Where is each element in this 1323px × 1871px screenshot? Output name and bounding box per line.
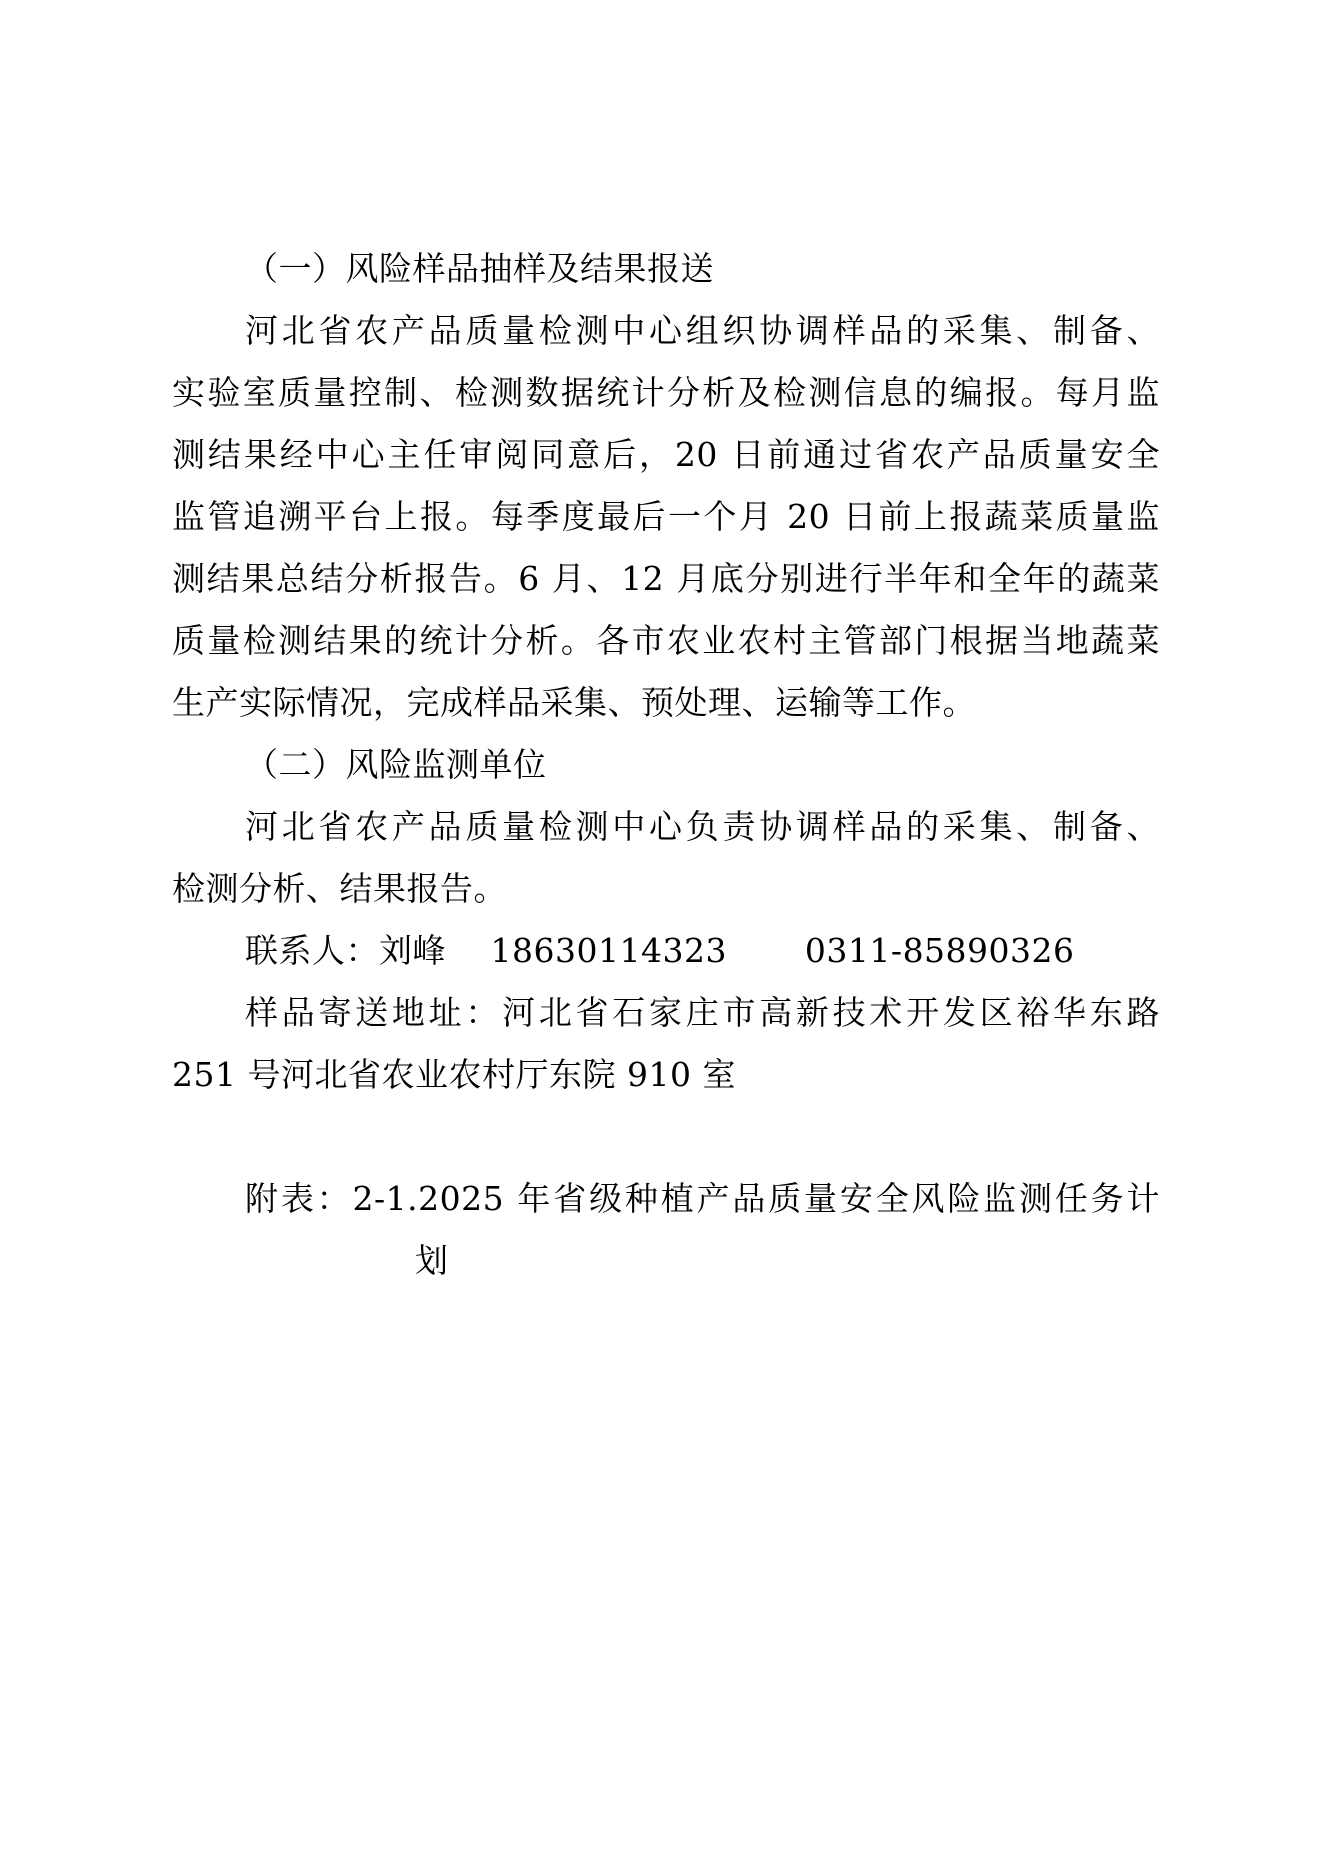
section-2-paragraph-line: 检测分析、结果报告。: [172, 869, 507, 908]
attachment-line-continued: 划: [415, 1241, 449, 1280]
contact-info: 联系人：刘峰 18630114323 0311-85890326: [245, 931, 1075, 970]
section-2-heading: （二）风险监测单位: [245, 745, 547, 784]
section-1-paragraph-line: 质量检测结果的统计分析。各市农业农村主管部门根据当地蔬菜: [172, 621, 1160, 660]
mailing-address-line: 样品寄送地址：河北省石家庄市高新技术开发区裕华东路: [245, 993, 1160, 1032]
section-1-paragraph-line: 生产实际情况，完成样品采集、预处理、运输等工作。: [172, 683, 976, 722]
section-1-paragraph-line: 实验室质量控制、检测数据统计分析及检测信息的编报。每月监: [172, 373, 1160, 412]
mailing-address-line: 251 号河北省农业农村厅东院 910 室: [172, 1055, 736, 1094]
attachment-line: 附表：2-1.2025 年省级种植产品质量安全风险监测任务计: [245, 1179, 1160, 1218]
section-1-paragraph-line: 监管追溯平台上报。每季度最后一个月 20 日前上报蔬菜质量监: [172, 497, 1160, 536]
section-1-paragraph-line: 测结果总结分析报告。6 月、12 月底分别进行半年和全年的蔬菜: [172, 559, 1160, 598]
section-1-paragraph-line: 测结果经中心主任审阅同意后，20 日前通过省农产品质量安全: [172, 435, 1160, 474]
section-1-heading: （一）风险样品抽样及结果报送: [245, 249, 714, 288]
section-2-paragraph-line: 河北省农产品质量检测中心负责协调样品的采集、制备、: [245, 807, 1160, 846]
section-1-paragraph-line: 河北省农产品质量检测中心组织协调样品的采集、制备、: [245, 311, 1160, 350]
